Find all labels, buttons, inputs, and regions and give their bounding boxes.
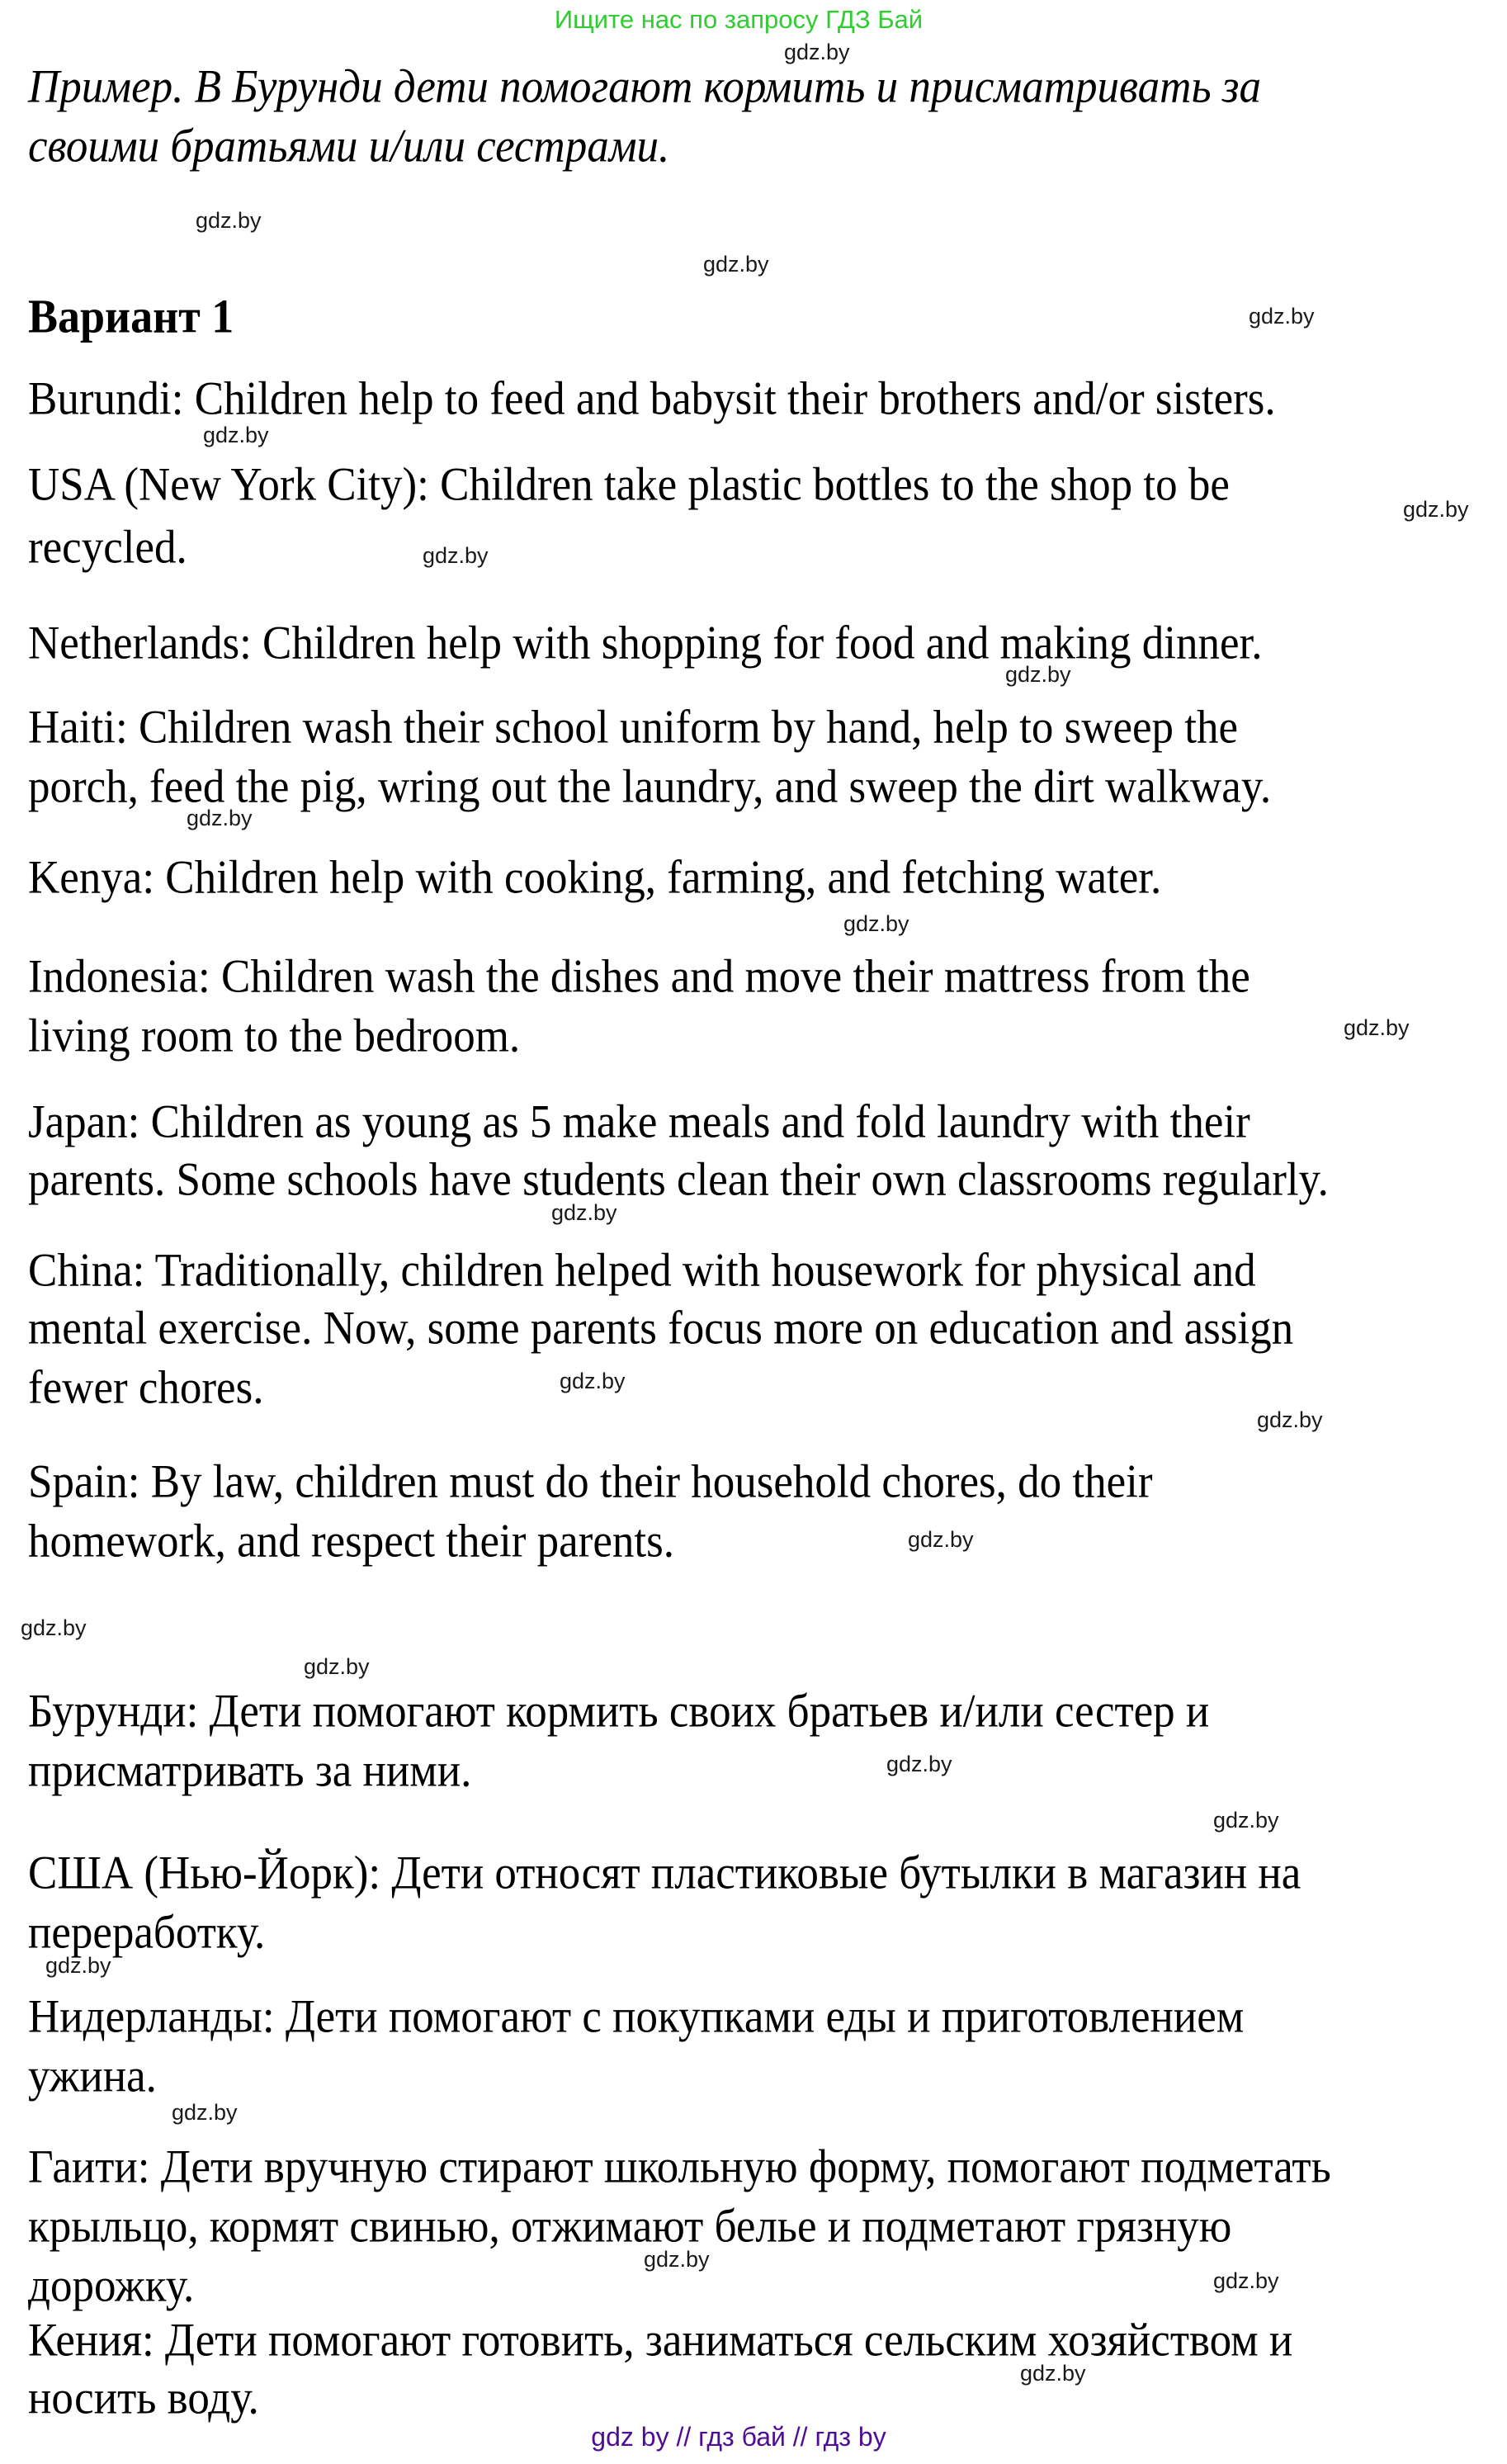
watermark-gdzby: gdz.by bbox=[1213, 2268, 1279, 2293]
ru-usa-line-1: США (Нью-Йорк): Дети относят пластиковые бутылки в магазин на bbox=[28, 1847, 1302, 1899]
en-haiti-line-1: Haiti: Children wash their school uniform by hand, help to sweep the bbox=[28, 702, 1239, 754]
ru-netherlands-line-1: Нидерланды: Дети помогают с покупками еды и приготовлением bbox=[28, 1991, 1245, 2043]
ru-netherlands-line-2: ужина. bbox=[28, 2050, 157, 2102]
en-china-line-3: fewer chores. bbox=[28, 1362, 264, 1414]
ru-haiti-line-1: Гаити: Дети вручную стирают школьную форму, помогают подметать bbox=[28, 2141, 1331, 2193]
en-japan-line-1: Japan: Children as young as 5 make meals and fold laundry with their bbox=[28, 1096, 1250, 1148]
watermark-gdzby: gdz.by bbox=[304, 1654, 370, 1679]
en-china-line-1: China: Traditionally, children helped with housework for physical and bbox=[28, 1245, 1256, 1297]
ru-burundi-line-2: присматривать за ними. bbox=[28, 1745, 472, 1797]
ru-usa-line-2: переработку. bbox=[28, 1907, 266, 1959]
watermark-gdzby: gdz.by bbox=[560, 1369, 626, 1393]
watermark-gdzby: gdz.by bbox=[1213, 1808, 1279, 1833]
example-line-1: Пример. В Бурунди дети помогают кормить и присматривать за bbox=[28, 61, 1261, 113]
watermark-gdzby: gdz.by bbox=[843, 911, 909, 936]
en-japan-line-2: parents. Some schools have students clean their own classrooms regularly. bbox=[28, 1154, 1329, 1206]
watermark-gdzby: gdz.by bbox=[908, 1527, 974, 1552]
watermark-gdzby: gdz.by bbox=[423, 543, 489, 568]
en-china-line-2: mental exercise. Now, some parents focus more on education and assign bbox=[28, 1303, 1294, 1355]
watermark-gdzby: gdz.by bbox=[703, 252, 769, 277]
watermark-gdzby: gdz.by bbox=[187, 806, 253, 830]
ru-burundi-line-1: Бурунди: Дети помогают кормить своих братьев и/или сестер и bbox=[28, 1686, 1210, 1738]
en-usa-line-1: USA (New York City): Children take plastic bottles to the shop to be bbox=[28, 459, 1230, 511]
promo-banner: Ищите нас по запросу ГДЗ Бай bbox=[554, 5, 924, 34]
watermark-gdzby: gdz.by bbox=[784, 40, 850, 64]
ru-haiti-line-2: крыльцо, кормят свинью, отжимают белье и подметают грязную bbox=[28, 2201, 1232, 2253]
example-line-2: своими братьями и/или сестрами. bbox=[28, 121, 670, 173]
en-burundi-line-1: Burundi: Children help to feed and babysit their brothers and/or sisters. bbox=[28, 373, 1276, 425]
watermark-gdzby: gdz.by bbox=[1344, 1015, 1410, 1040]
en-kenya-line-1: Kenya: Children help with cooking, farming, and fetching water. bbox=[28, 852, 1162, 904]
ru-kenya-line-2: носить воду. bbox=[28, 2372, 259, 2424]
en-indonesia-line-1: Indonesia: Children wash the dishes and move their mattress from the bbox=[28, 951, 1250, 1003]
ru-kenya-line-1: Кения: Дети помогают готовить, заниматься сельским хозяйством и bbox=[28, 2315, 1293, 2367]
watermark-gdzby: gdz.by bbox=[21, 1615, 87, 1640]
en-usa-line-2: recycled. bbox=[28, 522, 187, 574]
en-spain-line-1: Spain: By law, children must do their household chores, do their bbox=[28, 1456, 1153, 1508]
watermark-gdzby: gdz.by bbox=[203, 423, 269, 447]
watermark-gdzby: gdz.by bbox=[644, 2247, 710, 2272]
watermark-gdzby: gdz.by bbox=[1005, 662, 1071, 687]
ru-haiti-line-3: дорожку. bbox=[28, 2260, 195, 2312]
en-spain-line-2: homework, and respect their parents. bbox=[28, 1516, 674, 1568]
en-netherlands-line-1: Netherlands: Children help with shopping for food and making dinner. bbox=[28, 617, 1263, 669]
watermark-gdzby: gdz.by bbox=[551, 1200, 617, 1225]
en-haiti-line-2: porch, feed the pig, wring out the laundry, and sweep the dirt walkway. bbox=[28, 761, 1272, 813]
watermark-gdzby: gdz.by bbox=[196, 208, 262, 233]
watermark-gdzby: gdz.by bbox=[886, 1752, 952, 1776]
watermark-gdzby: gdz.by bbox=[1257, 1407, 1323, 1432]
en-indonesia-line-2: living room to the bedroom. bbox=[28, 1010, 521, 1062]
watermark-gdzby: gdz.by bbox=[45, 1953, 111, 1978]
variant-title: Вариант 1 bbox=[28, 289, 234, 343]
footer-links: gdz by // гдз бай // гдз by bbox=[591, 2422, 886, 2452]
watermark-gdzby: gdz.by bbox=[172, 2100, 238, 2125]
watermark-gdzby: gdz.by bbox=[1249, 304, 1315, 329]
watermark-gdzby: gdz.by bbox=[1020, 2361, 1086, 2386]
watermark-gdzby: gdz.by bbox=[1403, 497, 1469, 522]
